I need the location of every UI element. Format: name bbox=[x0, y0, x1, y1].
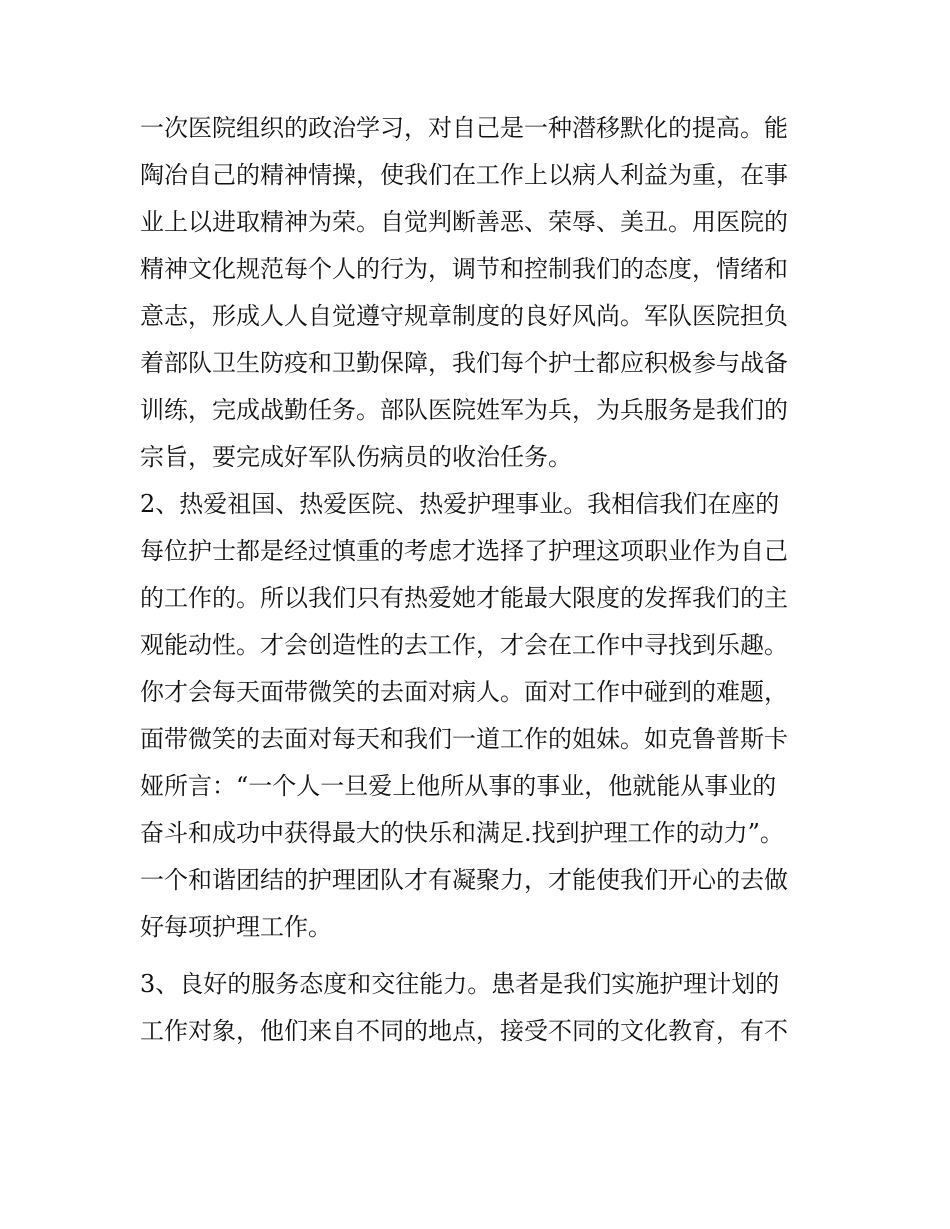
text-line: 每位护士都是经过慎重的考虑才选择了护理这项职业作为自己 bbox=[140, 537, 788, 565]
paragraph-3 bbox=[140, 961, 820, 1055]
text-line: 工作对象，他们来自不同的地点，接受不同的文化教育，有不 bbox=[140, 1017, 788, 1045]
text-line: 业上以进取精神为荣。自觉判断善恶、荣辱、美丑。用医院的 bbox=[140, 208, 788, 236]
text-line: 宗旨，要完成好军队伤病员的收治任务。 bbox=[140, 443, 572, 471]
text-line: 观能动性。才会创造性的去工作，才会在工作中寻找到乐趣。 bbox=[140, 631, 788, 659]
text-line: 你才会每天面带微笑的去面对病人。面对工作中碰到的难题， bbox=[140, 678, 788, 706]
paragraph-1 bbox=[140, 105, 820, 481]
document-body bbox=[140, 105, 820, 1055]
text-line: 奋斗和成功中获得最大的快乐和满足.找到护理工作的动力”。 bbox=[140, 819, 784, 847]
text-line: 2、热爱祖国、热爱医院、热爱护理事业。我相信我们在座的 bbox=[140, 490, 780, 518]
text-line: 一次医院组织的政治学习，对自己是一种潜移默化的提高。能 bbox=[140, 114, 788, 142]
text-line: 陶冶自己的精神情操，使我们在工作上以病人利益为重，在事 bbox=[140, 161, 788, 189]
text-line: 好每项护理工作。 bbox=[140, 913, 332, 941]
text-line: 3、良好的服务态度和交往能力。患者是我们实施护理计划的 bbox=[140, 970, 780, 998]
paragraph-spacing bbox=[140, 951, 820, 961]
text-line: 着部队卫生防疫和卫勤保障，我们每个护士都应积极参与战备 bbox=[140, 349, 788, 377]
paragraph-2 bbox=[140, 481, 820, 951]
text-line: 意志，形成人人自觉遵守规章制度的良好风尚。军队医院担负 bbox=[140, 302, 788, 330]
text-line: 精神文化规范每个人的行为，调节和控制我们的态度，情绪和 bbox=[140, 255, 788, 283]
text-line: 一个和谐团结的护理团队才有凝聚力，才能使我们开心的去做 bbox=[140, 866, 788, 894]
text-line: 面带微笑的去面对每天和我们一道工作的姐妹。如克鲁普斯卡 bbox=[140, 725, 788, 753]
text-line: 训练，完成战勤任务。部队医院姓军为兵，为兵服务是我们的 bbox=[140, 396, 788, 424]
text-line: 娅所言：“一个人一旦爱上他所从事的事业，他就能从事业的 bbox=[140, 772, 777, 800]
text-line: 的工作的。所以我们只有热爱她才能最大限度的发挥我们的主 bbox=[140, 584, 788, 612]
